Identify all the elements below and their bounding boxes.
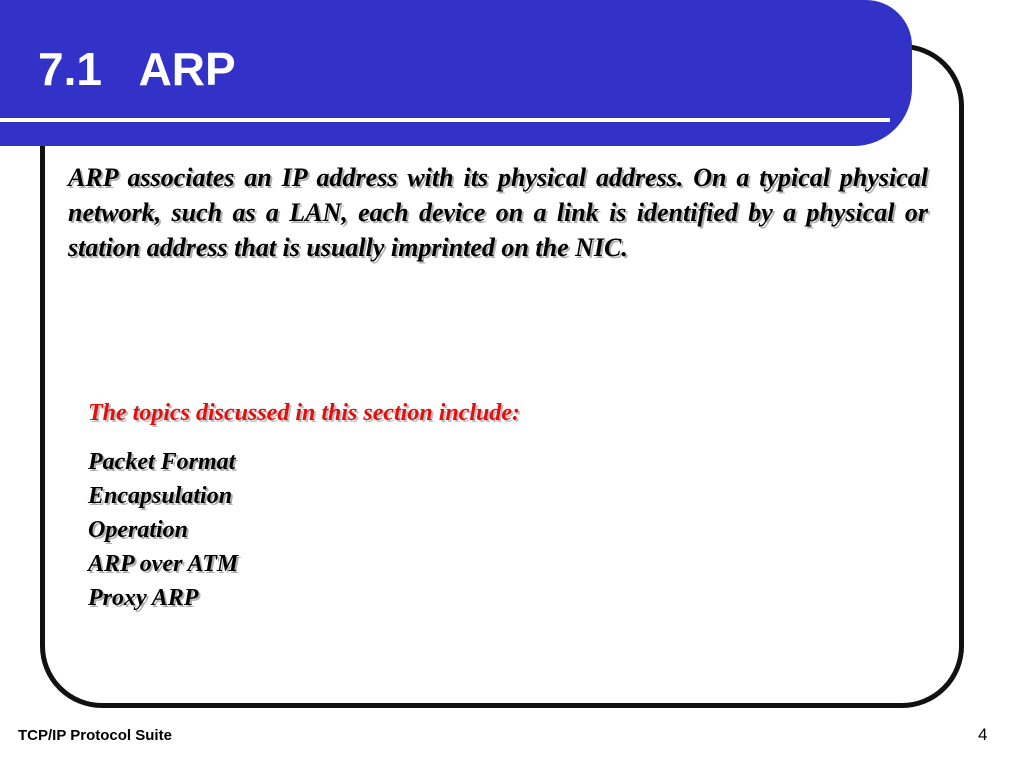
topic-item: Packet Format xyxy=(88,449,236,475)
topic-item: ARP over ATM xyxy=(88,551,239,577)
footer-text: TCP/IP Protocol Suite xyxy=(18,727,172,744)
topics-heading: The topics discussed in this section include: xyxy=(88,400,521,426)
intro-paragraph: ARP associates an IP address with its physical address. On a typical physical network, such as a LAN, each device on a link is identified by a physical or station address that is usually imprinted on the NIC. xyxy=(68,163,928,262)
topic-item: Proxy ARP xyxy=(88,585,199,611)
topics-list xyxy=(88,445,238,615)
slide-title: 7.1 ARP xyxy=(38,43,236,95)
topic-item: Operation xyxy=(88,517,189,543)
page-number: 4 xyxy=(978,725,988,744)
title-stripe xyxy=(0,118,890,122)
topic-item: Encapsulation xyxy=(88,483,233,509)
